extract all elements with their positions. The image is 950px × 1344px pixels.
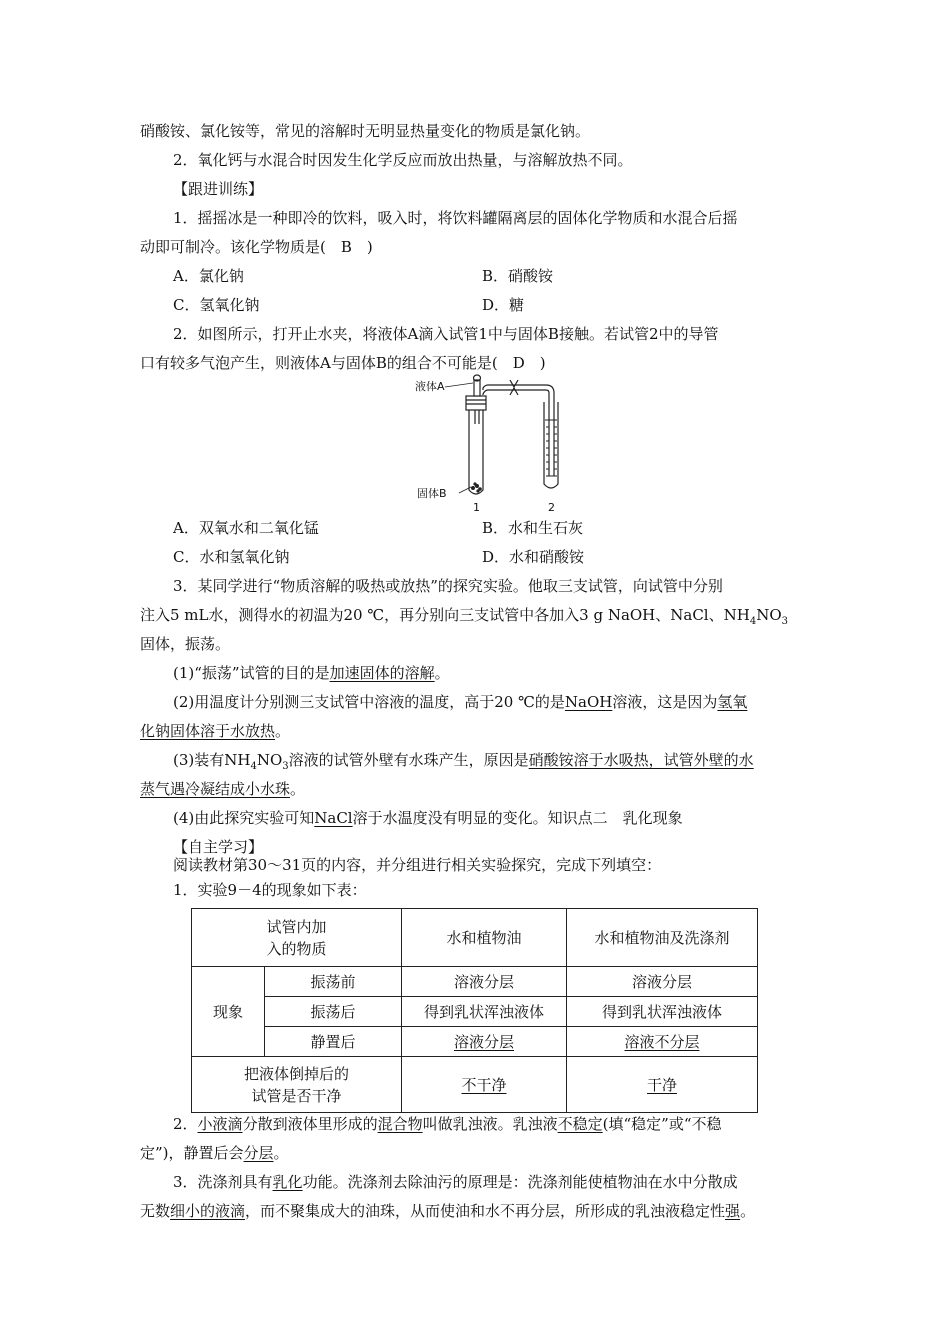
table-cell [402, 1057, 567, 1113]
label-tube-1: 1 [473, 501, 480, 514]
table-cell [567, 1057, 758, 1113]
answer: 溶液分层 [453, 1032, 514, 1051]
section-heading: 【跟进训练】 [173, 180, 264, 198]
apparatus-figure [415, 372, 575, 514]
answer: 硝酸铵溶于水吸热，试管外壁的水 [528, 751, 754, 769]
answer: 干净 [646, 1075, 677, 1094]
experiment-table [191, 908, 758, 1113]
question-text: 固体，振荡。 [140, 635, 231, 653]
sub-question: 化钠固体溶于水放热。 [140, 722, 291, 740]
answer: 分层 [243, 1144, 274, 1162]
answer: 溶液不分层 [624, 1032, 700, 1051]
paragraph: 3．洗涤剂具有乳化功能。洗涤剂去除油污的原理是：洗涤剂能使植物油在水中分散成 [173, 1173, 738, 1191]
option: D．糖 [482, 296, 525, 314]
label-liquid-a: 液体A [415, 380, 445, 393]
answer: 不干净 [461, 1075, 507, 1094]
answer: NaOH [564, 693, 613, 711]
option: C．水和氢氧化钠 [173, 548, 290, 566]
table-cell: 静置后 [265, 1027, 402, 1057]
sub-question: (4)由此探究实验可知NaCl溶于水温度没有明显的变化。知识点二 乳化现象 [173, 809, 683, 827]
paragraph: 2．氧化钙与水混合时因发生化学反应而放出热量，与溶解放热不同。 [173, 151, 633, 169]
table-cell [567, 1027, 758, 1057]
question-text: 口有较多气泡产生，则液体A与固体B的组合不可能是( D ) [140, 354, 546, 372]
answer: 加速固体的溶解 [329, 664, 435, 682]
sub-question: (3)装有$NH_4NO_3$溶液的试管外壁有水珠产生，原因是硝酸铵溶于水吸热，试管外壁的水 [173, 751, 754, 772]
paragraph: 定”)，静置后会分层。 [140, 1144, 289, 1162]
paragraph: 硝酸铵、氯化铵等，常见的溶解时无明显热量变化的物质是氯化钠。 [140, 122, 591, 140]
label-tube-2: 2 [548, 501, 555, 514]
answer: 强 [725, 1202, 741, 1220]
question-text: 2．如图所示，打开止水夹，将液体A滴入试管1中与固体B接触。若试管2中的导管 [173, 325, 719, 343]
section-heading: 【自主学习】 [173, 838, 264, 856]
option: A．双氧水和二氧化锰 [173, 519, 319, 537]
option: B．硝酸铵 [482, 267, 554, 285]
answer: 混合物 [377, 1115, 423, 1133]
paragraph: 阅读教材第30～31页的内容，并分组进行相关实验探究，完成下列填空： [173, 856, 662, 874]
answer: 氢氧 [717, 693, 748, 711]
paragraph: 无数细小的液滴，而不聚集成大的油珠，从而使油和水不再分层，所形成的乳浊液稳定性强。 [140, 1202, 756, 1220]
table-cell: 得到乳状浑浊液体 [402, 997, 567, 1027]
table-cell: 得到乳状浑浊液体 [567, 997, 758, 1027]
answer: 化钠固体溶于水放热 [140, 722, 276, 740]
paragraph: 2．小液滴分散到液体里形成的混合物叫做乳浊液。乳浊液不稳定(填“稳定”或“不稳 [173, 1115, 722, 1133]
table-cell: 振荡后 [265, 997, 402, 1027]
answer: 细小的液滴 [170, 1202, 246, 1220]
question-text: 3．某同学进行“物质溶解的吸热或放热”的探究实验。他取三支试管，向试管中分别 [173, 577, 723, 595]
answer: 不稳定 [557, 1115, 603, 1133]
option: C．氢氧化钠 [173, 296, 260, 314]
table-cell: 溶液分层 [567, 967, 758, 997]
sub-question: (1)“振荡”试管的目的是加速固体的溶解。 [173, 664, 450, 682]
question-text: 动即可制冷。该化学物质是( B ) [140, 238, 373, 256]
label-solid-b: 固体B [417, 487, 447, 500]
table-row-header: 把液体倒掉后的 试管是否干净 [192, 1057, 402, 1113]
table-cell: 振荡前 [265, 967, 402, 997]
paragraph: 1．实验9－4的现象如下表： [173, 881, 367, 899]
table-cell: 溶液分层 [402, 967, 567, 997]
answer: 乳化 [272, 1173, 303, 1191]
answer: 蒸气遇冷凝结成小水珠 [140, 780, 291, 798]
table-row-header: 现象 [192, 967, 265, 1057]
table-header-cell: 试管内加 入的物质 [192, 909, 402, 967]
question-text: 注入5 mL水，测得水的初温为20 ℃，再分别向三支试管中各加入3 g NaOH、NaCl、$NH_4NO_3$ [140, 606, 788, 627]
sub-question: 蒸气遇冷凝结成小水珠。 [140, 780, 306, 798]
option: D．水和硝酸铵 [482, 548, 585, 566]
answer: 小液滴 [197, 1115, 243, 1133]
option: B．水和生石灰 [482, 519, 584, 537]
table-cell [402, 1027, 567, 1057]
table-header-cell: 水和植物油及洗涤剂 [567, 909, 758, 967]
table-header-cell: 水和植物油 [402, 909, 567, 967]
sub-question: (2)用温度计分别测三支试管中溶液的温度，高于20 ℃的是NaOH溶液，这是因为氢氧 [173, 693, 748, 711]
question-text: 1．摇摇冰是一种即冷的饮料，吸入时，将饮料罐隔离层的固体化学物质和水混合后摇 [173, 209, 738, 227]
answer: NaCl [314, 809, 353, 827]
option: A．氯化钠 [173, 267, 244, 285]
